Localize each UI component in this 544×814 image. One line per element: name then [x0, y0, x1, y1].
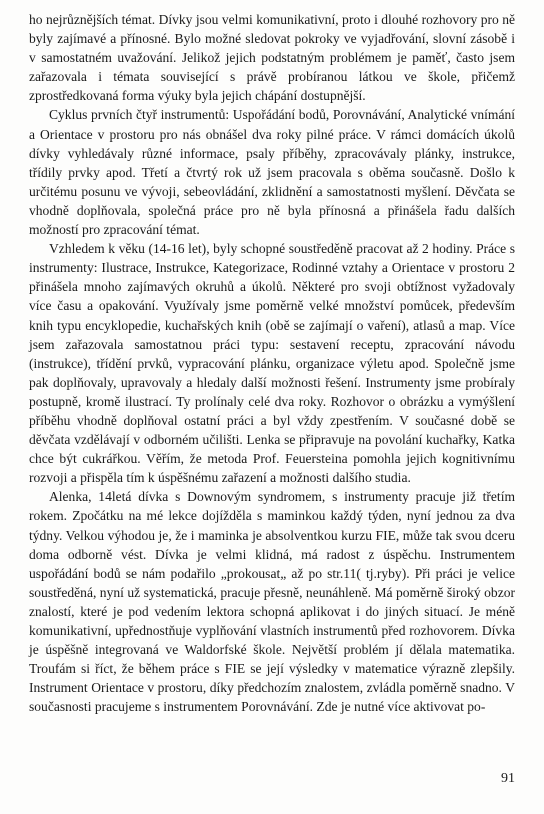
paragraph-1: ho nejrůznějších témat. Dívky jsou velmi komunikativní, proto i dlouhé rozhovory pro ně byly zajímavé a přínosné. Bylo možné sledovat pokroky ve vyjadřování, slovní zásobě i v samostatném uvažování. Jelikož jejich podstatným problémem je paměť, často jsem zařazovala i témata související s právě probíranou látkou ve škole, přičemž zprostředkovaná forma výuky byla jejich chápání dostupnější.	[29, 12, 515, 104]
paragraph-3: Vzhledem k věku (14-16 let), byly schopné soustředěně pracovat až 2 hodiny. Práce s instrumenty: Ilustrace, Instrukce, Kategorizace, Rodinné vztahy a Orientace v prostoru 2 přinášela mnoho zajímavých okruhů a úkolů. Některé pro svoji obtížnost vyžadovaly více času a opakování. Využívaly jsme poměrně velké množství pomůcek, především knih typu encyklopedie, kuchařských knih (obě se zajímají o vaření), atlasů a map. Více jsem zařazovala samostatnou práci typu: sestavení receptu, zpracování návodu (instrukce), třídění prvků, vypracování plánku, organizace výletu apod. Společně jsme pak doplňovaly, upravovaly a hledaly další možnosti řešení. Instrumenty jsme probíraly postupně, kromě ilustrací. Ty prolínaly celé dva roky. Rozhovor o obrázku a vymýšlení příběhu vhodně doplňoval ostatní práci a byl vždy zpestřením. V současné době se děvčata vzdělávají v odborném učilišti. Lenka se připravuje na povolání kuchařky, Katka chce být cukrářkou. Věřím, že metoda Prof. Feuersteina pomohla jejich kognitivnímu rozvoji a přispěla tím k úspěšnému zařazení a možnosti dalšího studia.	[29, 241, 515, 486]
paragraph-2: Cyklus prvních čtyř instrumentů: Uspořádání bodů, Porovnávání, Analytické vnímání a Orientace v prostoru pro nás obnášel dva roky pilné práce. V rámci domácích úkolů dívky vyhledávaly různé informace, psaly příběhy, zpracovávaly plánky, instrukce, třídily prvky apod. Třetí a čtvrtý rok už jsem pracovala s oběma současně. Došlo k určitému posunu ve vývoji, sebeovládání, zklidnění a samostatnosti myšlení. Děvčata se vhodně doplňovala, společná práce pro ně byla přínosná a přinášela řadu dalších možností pro zpracování témat.	[29, 107, 515, 238]
body-text	[29, 10, 515, 716]
paragraph-4: Alenka, 14letá dívka s Downovým syndromem, s instrumenty pracuje již třetím rokem. Zpočátku na mé lekce dojížděla s maminkou každý týden, nyní jednou za dva týdny. Velkou výhodou je, že i maminka je absolventkou kurzu FIE, může tak svou dceru doma odborně vést. Dívka je velmi klidná, má radost z úspěchu. Instrumentem uspořádání bodů se nám podařilo „prokousat„ až po str.11( tj.ryby). Při práci je velice soustředěná, nyní už systematická, pracuje přesně, neunáhleně. Má poměrně široký obzor znalostí, které je pod vedením lektora schopná aplikovat i do jiných situací. Je méně komunikativní, upřednostňuje vyplňování vlastních instrumentů před rozhovorem. Dívka je úspěšně integrovaná ve Waldorfské škole. Největší problém jí dělala matematika. Troufám si říct, že během práce s FIE se její výsledky v matematice výrazně zlepšily. Instrument Orientace v prostoru, díky předchozím znalostem, zvládla poměrně snadno. V současnosti pracujeme s instrumentem Porovnávání. Zde je nutné více aktivovat po-	[29, 489, 515, 715]
page-number: 91	[501, 771, 515, 786]
